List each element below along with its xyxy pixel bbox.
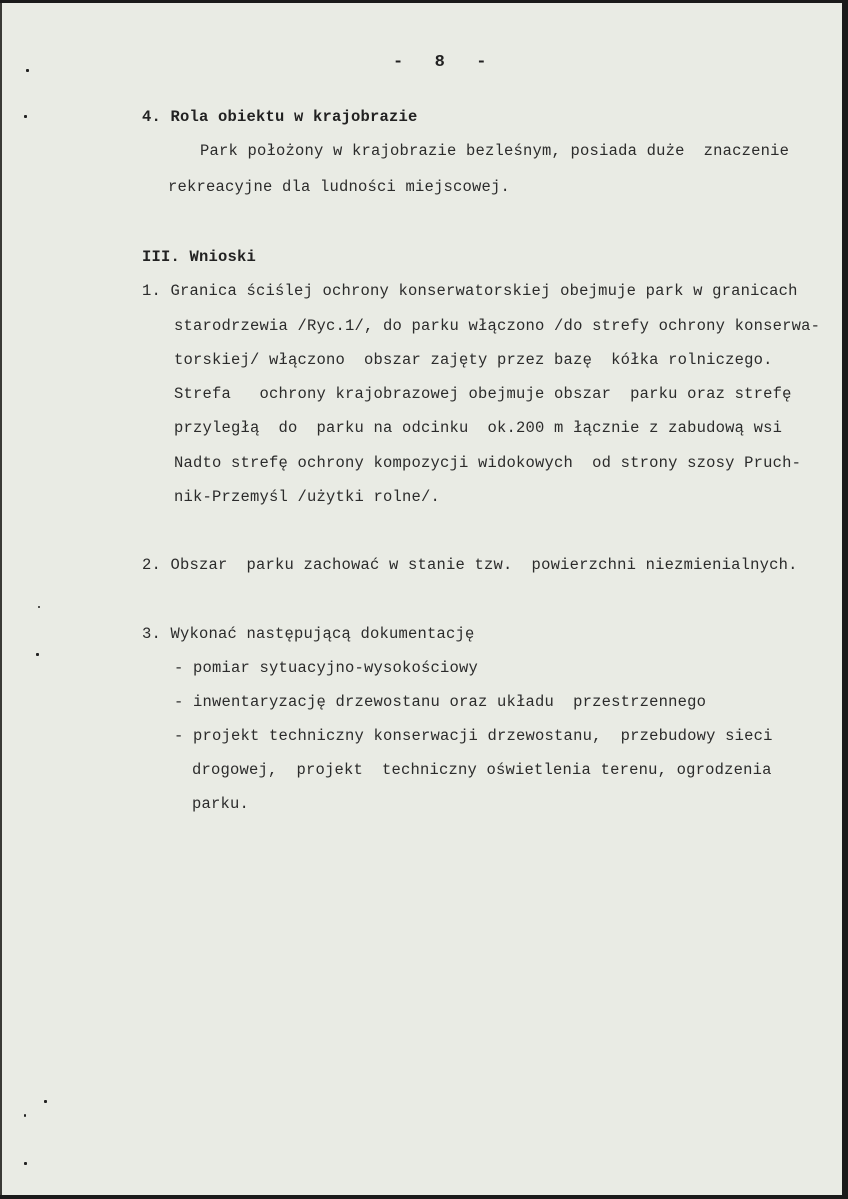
item-1-line: Nadto strefę ochrony kompozycji widokowych od strony szosy Pruch- — [174, 454, 802, 472]
item-3-continuation: parku. — [192, 795, 250, 813]
item-1-line: starodrzewia /Ryc.1/, do parku włączono /do strefy ochrony konserwa- — [174, 317, 821, 335]
item-1-line: nik-Przemyśl /użytki rolne/. — [174, 488, 441, 506]
margin-mark — [38, 606, 40, 608]
margin-mark — [24, 115, 27, 118]
item-3-bullet: - inwentaryzację drzewostanu oraz układu przestrzennego — [174, 693, 707, 711]
item-1-line: przyległą do parku na odcinku ok.200 m łącznie z zabudową wsi — [174, 419, 783, 437]
document-page — [0, 3, 842, 1195]
item-2-line: 2. Obszar parku zachować w stanie tzw. powierzchni niezmienialnych. — [142, 556, 798, 574]
item-3-heading: 3. Wykonać następującą dokumentację — [142, 625, 475, 643]
margin-mark — [24, 1162, 27, 1165]
item-1-line: 1. Granica ściślej ochrony konserwatorskiej obejmuje park w granicach — [142, 282, 798, 300]
section-4-text-line: rekreacyjne dla ludności miejscowej. — [168, 178, 511, 196]
section-4-heading: 4. Rola obiektu w krajobrazie — [142, 108, 418, 126]
item-1-line: Strefa ochrony krajobrazowej obejmuje obszar parku oraz strefę — [174, 385, 792, 403]
section-III-heading: III. Wnioski — [142, 248, 257, 266]
item-3-bullet: - projekt techniczny konserwacji drzewostanu, przebudowy sieci — [174, 727, 773, 745]
page-number: - 8 - — [393, 53, 487, 72]
item-1-line: torskiej/ włączono obszar zajęty przez bazę kółka rolniczego. — [174, 351, 773, 369]
item-3-bullet: - pomiar sytuacyjno-wysokościowy — [174, 659, 479, 677]
margin-mark — [26, 69, 29, 72]
margin-mark — [44, 1100, 47, 1103]
item-3-continuation: drogowej, projekt techniczny oświetlenia terenu, ogrodzenia — [192, 761, 772, 779]
margin-mark — [36, 653, 39, 656]
margin-mark — [24, 1114, 26, 1117]
section-4-text-line: Park położony w krajobrazie bezleśnym, posiada duże znaczenie — [200, 142, 790, 160]
